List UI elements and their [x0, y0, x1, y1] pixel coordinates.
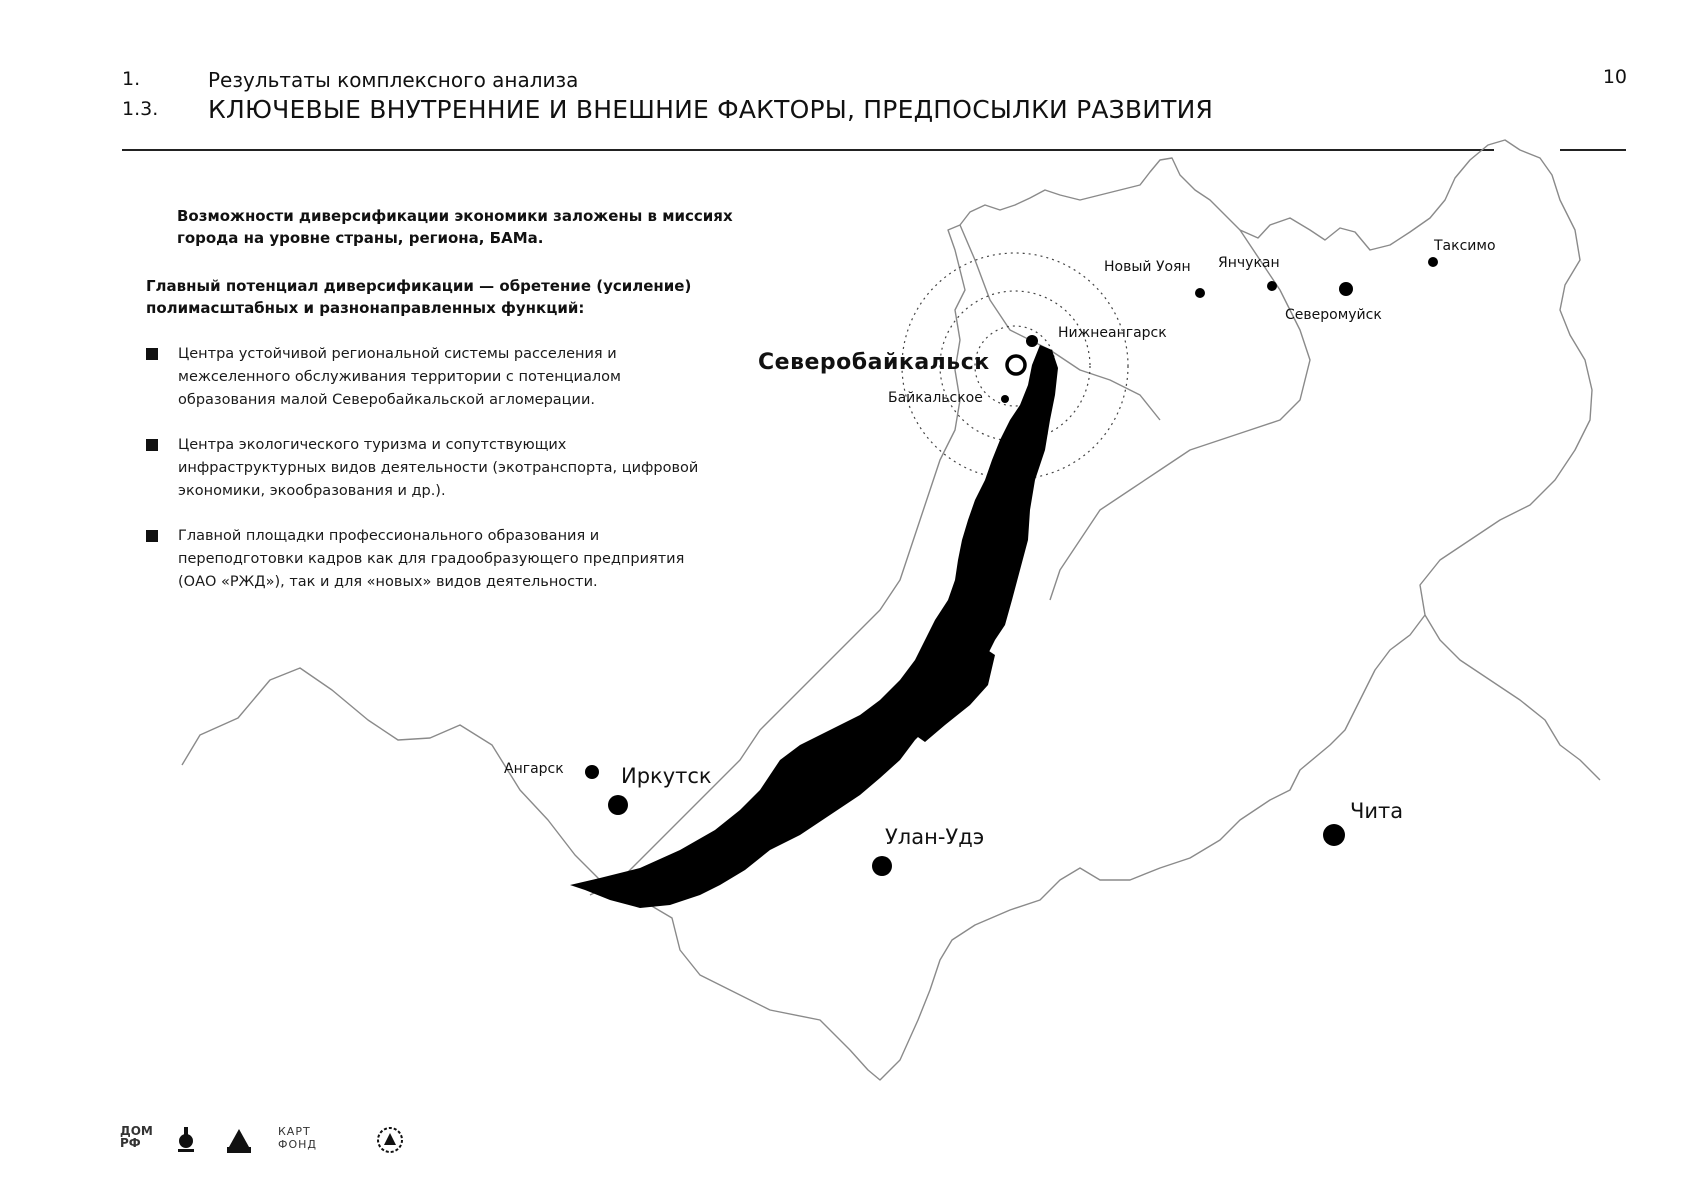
list-item [146, 525, 706, 594]
list-item [146, 343, 706, 412]
city-label-yanchukan: Янчукан [1218, 255, 1280, 271]
city-label-angarsk: Ангарск [504, 761, 564, 777]
city-label-taksimo: Таксимо [1434, 238, 1496, 254]
city-dot-novy-uoyan [1195, 288, 1205, 298]
coat-of-arms-icon [225, 1125, 253, 1155]
bullet-square-icon [146, 530, 158, 542]
city-dot-chita [1323, 824, 1345, 846]
city-dot-irkutsk [608, 795, 628, 815]
logo-kartfond: КАРТ ФОНД [278, 1125, 317, 1151]
city-marker-severobaikalsk [1007, 356, 1025, 374]
city-label-novy-uoyan: Новый Уоян [1104, 259, 1191, 275]
subsection-number: 1.3. [122, 98, 159, 120]
page-number: 10 [1602, 66, 1627, 88]
city-label-irkutsk: Иркутск [621, 764, 712, 788]
page-title: КЛЮЧЕВЫЕ ВНУТРЕННИЕ И ВНЕШНИЕ ФАКТОРЫ, ПРЕДПОСЫЛКИ РАЗВИТИЯ [208, 95, 1214, 124]
city-dot-baikalskoe [1001, 395, 1009, 403]
city-label-severobaikalsk: Северобайкальск [758, 350, 990, 375]
city-dot-severomuysk [1339, 282, 1353, 296]
list-item-text: Центра устойчивой региональной системы расселения и межселенного обслуживания территории с потенциалом образования малой Северобайкальской агломерации. [178, 346, 621, 408]
city-dot-yanchukan [1267, 281, 1277, 291]
city-dot-angarsk [585, 765, 599, 779]
city-emblem-icon [375, 1125, 405, 1155]
function-list [146, 343, 706, 616]
logo-dom-rf: ДОМ РФ [120, 1124, 153, 1150]
city-dot-nizhneangarsk [1026, 335, 1038, 347]
zabaykalsky-border [1425, 615, 1600, 780]
city-dot-taksimo [1428, 257, 1438, 267]
bullet-square-icon [146, 439, 158, 451]
section-number: 1. [122, 68, 141, 90]
city-label-ulan-ude: Улан-Удэ [885, 825, 985, 849]
irkutsk-border [960, 225, 1160, 420]
list-item-text: Центра экологического туризма и сопутствующих инфраструктурных видов деятельности (экотранспорта, цифровой экономики, экообразования и др.). [178, 437, 699, 499]
city-label-nizhneangarsk: Нижнеангарск [1058, 325, 1167, 341]
intro-paragraph: Главный потенциал диверсификации — обретение (усиление) полимасштабных и разнонаправленных функций: [146, 277, 692, 317]
city-label-chita: Чита [1350, 799, 1404, 823]
list-item-text: Главной площадки профессионального образования и переподготовки кадров как для градообразующего предприятия (ОАО «РЖД»), так и для «новых» видов деятельности. [178, 528, 685, 590]
emblem-icon [175, 1125, 197, 1155]
lead-paragraph: Возможности диверсификации экономики заложены в миссиях города на уровне страны, региона, БАМа. [177, 207, 733, 247]
list-item [146, 434, 706, 503]
city-label-baikalskoe: Байкальское [888, 390, 983, 406]
section-title: Результаты комплексного анализа [208, 68, 579, 92]
city-dot-ulan-ude [872, 856, 892, 876]
city-label-severomuysk: Северомуйск [1285, 307, 1382, 323]
bullet-square-icon [146, 348, 158, 360]
